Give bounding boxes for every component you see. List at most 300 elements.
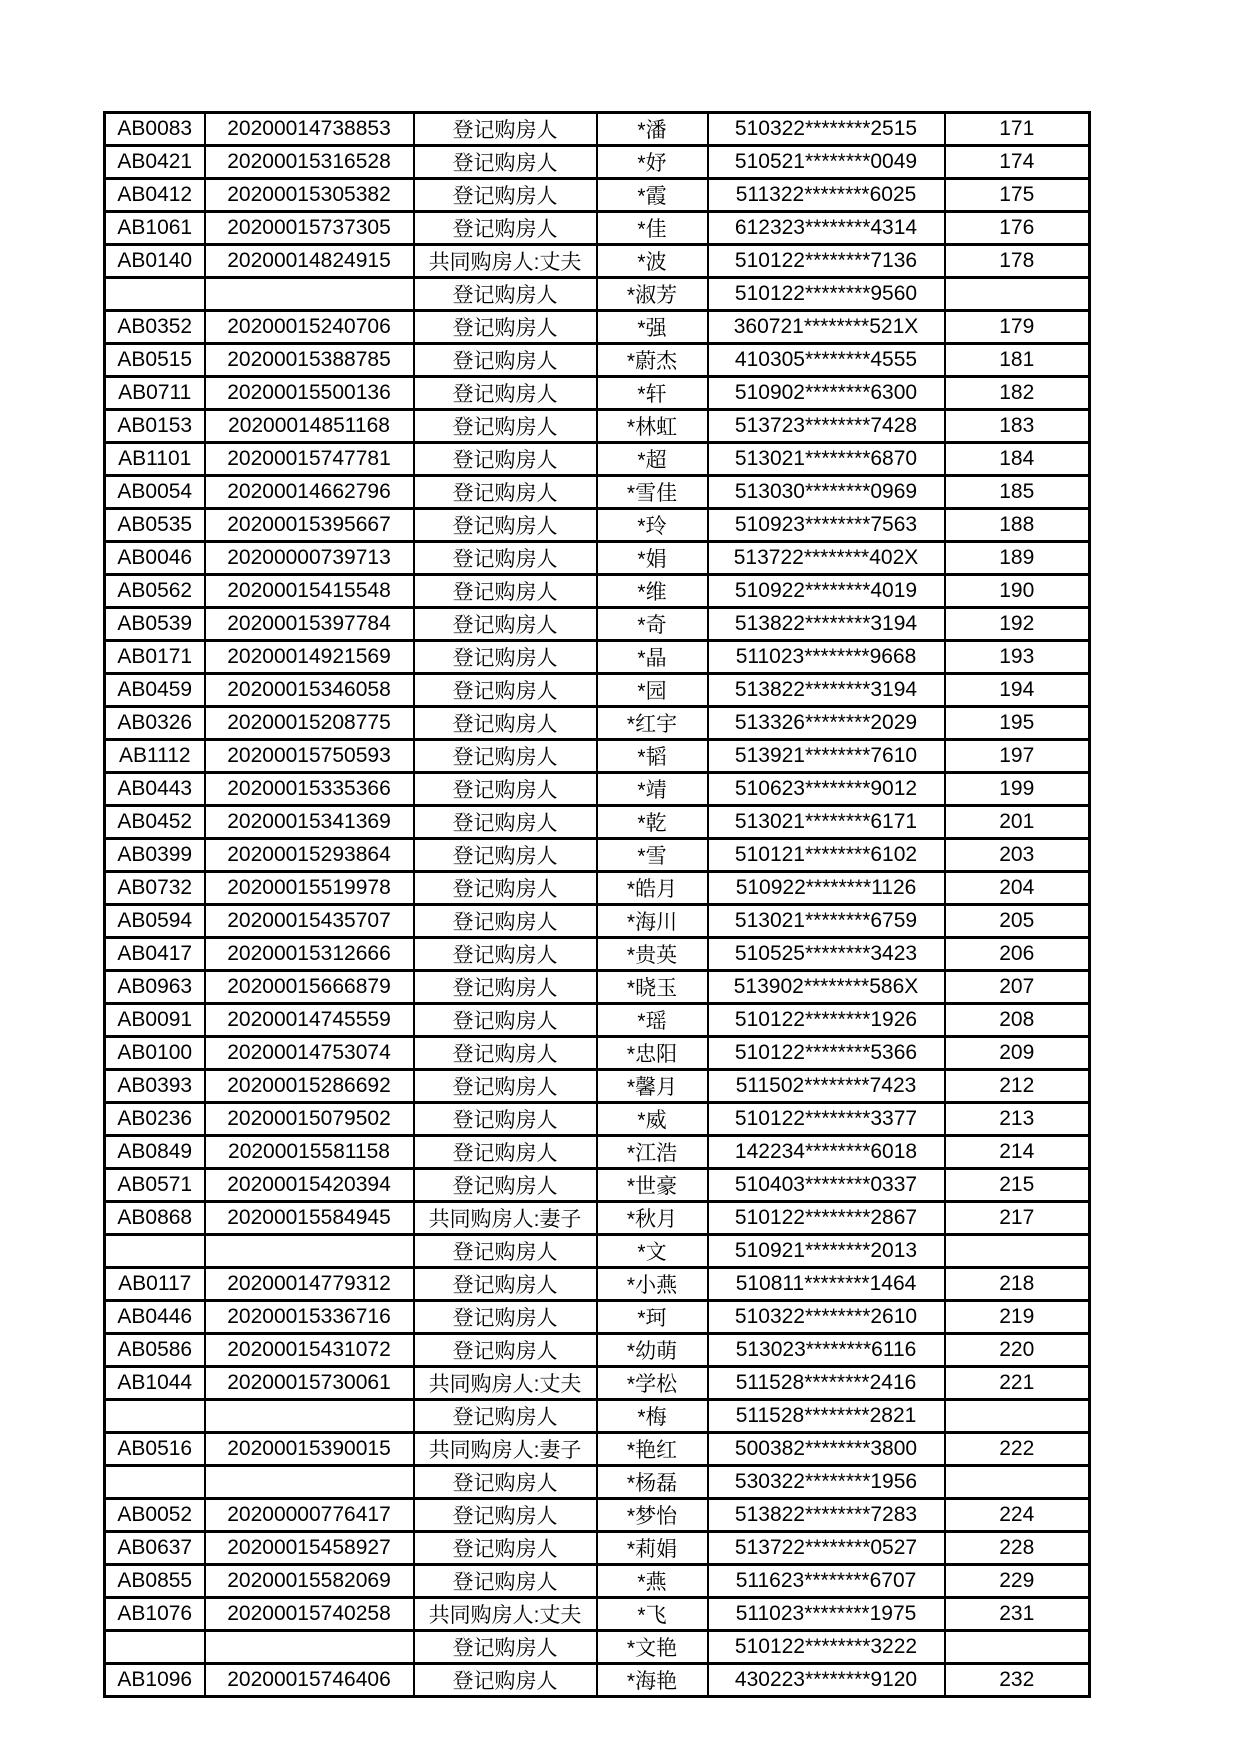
table-row	[105, 1532, 1090, 1565]
cell-sequence-number: 215	[945, 1169, 1090, 1202]
table-row	[105, 476, 1090, 509]
cell-masked-name: *园	[597, 674, 708, 707]
cell-masked-id-number: 510122********9560	[708, 278, 945, 311]
cell-registration-number: 20200015420394	[205, 1169, 414, 1202]
cell-buyer-role: 登记购房人	[414, 509, 597, 542]
cell-masked-id-number: 510923********7563	[708, 509, 945, 542]
cell-registration-number	[205, 1466, 414, 1499]
table-row	[105, 1103, 1090, 1136]
cell-applicant-code: AB0352	[105, 311, 205, 344]
cell-masked-name: *玲	[597, 509, 708, 542]
table-row	[105, 1499, 1090, 1532]
cell-masked-name: *潘	[597, 113, 708, 146]
cell-masked-id-number: 513021********6870	[708, 443, 945, 476]
cell-applicant-code: AB0399	[105, 839, 205, 872]
cell-registration-number: 20200015312666	[205, 938, 414, 971]
cell-registration-number: 20200015293864	[205, 839, 414, 872]
cell-buyer-role: 登记购房人	[414, 146, 597, 179]
cell-buyer-role: 登记购房人	[414, 179, 597, 212]
cell-masked-id-number: 510122********7136	[708, 245, 945, 278]
cell-buyer-role: 登记购房人	[414, 443, 597, 476]
cell-applicant-code: AB0446	[105, 1301, 205, 1334]
table-row	[105, 278, 1090, 311]
cell-registration-number: 20200015286692	[205, 1070, 414, 1103]
cell-registration-number: 20200015335366	[205, 773, 414, 806]
cell-registration-number: 20200015341369	[205, 806, 414, 839]
cell-masked-id-number: 510122********3222	[708, 1631, 945, 1664]
cell-applicant-code	[105, 278, 205, 311]
cell-sequence-number: 171	[945, 113, 1090, 146]
cell-applicant-code: AB0515	[105, 344, 205, 377]
cell-sequence-number: 192	[945, 608, 1090, 641]
cell-applicant-code: AB0052	[105, 1499, 205, 1532]
cell-applicant-code: AB0711	[105, 377, 205, 410]
cell-masked-id-number: 513023********6116	[708, 1334, 945, 1367]
cell-masked-name: *梅	[597, 1400, 708, 1433]
cell-registration-number: 20200015666879	[205, 971, 414, 1004]
cell-sequence-number: 178	[945, 245, 1090, 278]
table-row	[105, 1433, 1090, 1466]
cell-registration-number: 20200015519978	[205, 872, 414, 905]
cell-masked-name: *梦怡	[597, 1499, 708, 1532]
cell-masked-name: *妤	[597, 146, 708, 179]
cell-applicant-code: AB0868	[105, 1202, 205, 1235]
cell-sequence-number: 207	[945, 971, 1090, 1004]
cell-masked-id-number: 510122********3377	[708, 1103, 945, 1136]
cell-registration-number: 20200015750593	[205, 740, 414, 773]
cell-masked-name: *幼萌	[597, 1334, 708, 1367]
cell-applicant-code: AB0326	[105, 707, 205, 740]
cell-masked-id-number: 511528********2416	[708, 1367, 945, 1400]
cell-buyer-role: 共同购房人:丈夫	[414, 245, 597, 278]
cell-sequence-number: 193	[945, 641, 1090, 674]
cell-sequence-number: 228	[945, 1532, 1090, 1565]
cell-masked-id-number: 500382********3800	[708, 1433, 945, 1466]
cell-buyer-role: 共同购房人:丈夫	[414, 1367, 597, 1400]
table-row	[105, 344, 1090, 377]
cell-sequence-number: 175	[945, 179, 1090, 212]
cell-masked-name: *学松	[597, 1367, 708, 1400]
cell-applicant-code: AB0421	[105, 146, 205, 179]
cell-masked-id-number: 510122********5366	[708, 1037, 945, 1070]
cell-buyer-role: 登记购房人	[414, 1301, 597, 1334]
table-row	[105, 1598, 1090, 1631]
cell-registration-number: 20200015388785	[205, 344, 414, 377]
cell-masked-id-number: 510122********2867	[708, 1202, 945, 1235]
cell-applicant-code: AB0100	[105, 1037, 205, 1070]
cell-applicant-code: AB0562	[105, 575, 205, 608]
table-row	[105, 1070, 1090, 1103]
cell-applicant-code: AB1076	[105, 1598, 205, 1631]
cell-buyer-role: 登记购房人	[414, 1466, 597, 1499]
cell-masked-name: *韬	[597, 740, 708, 773]
cell-masked-name: *维	[597, 575, 708, 608]
cell-masked-id-number: 511322********6025	[708, 179, 945, 212]
cell-masked-id-number: 513921********7610	[708, 740, 945, 773]
cell-buyer-role: 登记购房人	[414, 773, 597, 806]
cell-masked-id-number: 510525********3423	[708, 938, 945, 971]
table-row	[105, 1268, 1090, 1301]
cell-applicant-code: AB0637	[105, 1532, 205, 1565]
cell-applicant-code: AB0236	[105, 1103, 205, 1136]
cell-sequence-number	[945, 1235, 1090, 1268]
cell-sequence-number: 222	[945, 1433, 1090, 1466]
cell-masked-id-number: 513326********2029	[708, 707, 945, 740]
cell-buyer-role: 登记购房人	[414, 113, 597, 146]
cell-registration-number	[205, 1235, 414, 1268]
cell-buyer-role: 登记购房人	[414, 938, 597, 971]
cell-registration-number: 20200014745559	[205, 1004, 414, 1037]
table-row	[105, 509, 1090, 542]
cell-masked-name: *忠阳	[597, 1037, 708, 1070]
cell-buyer-role: 登记购房人	[414, 1664, 597, 1697]
cell-buyer-role: 登记购房人	[414, 1268, 597, 1301]
cell-masked-name: *杨磊	[597, 1466, 708, 1499]
cell-masked-id-number: 511023********1975	[708, 1598, 945, 1631]
table-row	[105, 1169, 1090, 1202]
cell-buyer-role: 登记购房人	[414, 377, 597, 410]
cell-sequence-number: 204	[945, 872, 1090, 905]
cell-buyer-role: 登记购房人	[414, 1565, 597, 1598]
cell-registration-number: 20200015431072	[205, 1334, 414, 1367]
cell-sequence-number	[945, 278, 1090, 311]
cell-sequence-number: 214	[945, 1136, 1090, 1169]
cell-buyer-role: 登记购房人	[414, 1334, 597, 1367]
cell-masked-id-number: 530322********1956	[708, 1466, 945, 1499]
cell-registration-number: 20200015730061	[205, 1367, 414, 1400]
cell-applicant-code: AB0594	[105, 905, 205, 938]
cell-registration-number: 20200015582069	[205, 1565, 414, 1598]
cell-registration-number: 20200014824915	[205, 245, 414, 278]
table-row	[105, 212, 1090, 245]
cell-buyer-role: 共同购房人:妻子	[414, 1433, 597, 1466]
cell-registration-number: 20200015305382	[205, 179, 414, 212]
cell-applicant-code: AB0153	[105, 410, 205, 443]
cell-registration-number: 20200000776417	[205, 1499, 414, 1532]
cell-applicant-code: AB0586	[105, 1334, 205, 1367]
cell-registration-number: 20200015208775	[205, 707, 414, 740]
cell-buyer-role: 登记购房人	[414, 1532, 597, 1565]
cell-applicant-code: AB1096	[105, 1664, 205, 1697]
cell-buyer-role: 登记购房人	[414, 311, 597, 344]
table-row	[105, 1466, 1090, 1499]
cell-masked-id-number: 510322********2610	[708, 1301, 945, 1334]
cell-sequence-number: 176	[945, 212, 1090, 245]
cell-masked-id-number: 612323********4314	[708, 212, 945, 245]
table-row	[105, 806, 1090, 839]
cell-masked-name: *乾	[597, 806, 708, 839]
cell-masked-name: *晶	[597, 641, 708, 674]
table-row	[105, 1664, 1090, 1697]
cell-masked-name: *强	[597, 311, 708, 344]
cell-masked-id-number: 513902********586X	[708, 971, 945, 1004]
cell-registration-number: 20200015336716	[205, 1301, 414, 1334]
cell-sequence-number: 201	[945, 806, 1090, 839]
cell-registration-number: 20200015240706	[205, 311, 414, 344]
table-row	[105, 377, 1090, 410]
cell-masked-id-number: 513822********3194	[708, 674, 945, 707]
cell-applicant-code: AB0083	[105, 113, 205, 146]
cell-sequence-number: 197	[945, 740, 1090, 773]
cell-masked-id-number: 360721********521X	[708, 311, 945, 344]
table-row	[105, 1004, 1090, 1037]
cell-buyer-role: 登记购房人	[414, 1037, 597, 1070]
table-row	[105, 740, 1090, 773]
cell-masked-name: *小燕	[597, 1268, 708, 1301]
cell-registration-number: 20200000739713	[205, 542, 414, 575]
cell-masked-name: *江浩	[597, 1136, 708, 1169]
cell-masked-id-number: 513021********6171	[708, 806, 945, 839]
table-row	[105, 839, 1090, 872]
cell-masked-id-number: 510122********1926	[708, 1004, 945, 1037]
table-row	[105, 1400, 1090, 1433]
cell-registration-number: 20200015584945	[205, 1202, 414, 1235]
cell-buyer-role: 登记购房人	[414, 872, 597, 905]
table-row	[105, 311, 1090, 344]
cell-masked-name: *海艳	[597, 1664, 708, 1697]
cell-sequence-number: 174	[945, 146, 1090, 179]
cell-buyer-role: 登记购房人	[414, 674, 597, 707]
cell-sequence-number: 189	[945, 542, 1090, 575]
cell-sequence-number: 213	[945, 1103, 1090, 1136]
cell-sequence-number: 182	[945, 377, 1090, 410]
cell-buyer-role: 登记购房人	[414, 212, 597, 245]
cell-masked-name: *晓玉	[597, 971, 708, 1004]
cell-buyer-role: 登记购房人	[414, 971, 597, 1004]
cell-masked-name: *淑芳	[597, 278, 708, 311]
cell-masked-id-number: 511528********2821	[708, 1400, 945, 1433]
cell-masked-name: *蔚杰	[597, 344, 708, 377]
cell-masked-name: *娟	[597, 542, 708, 575]
cell-masked-id-number: 510121********6102	[708, 839, 945, 872]
cell-applicant-code: AB0571	[105, 1169, 205, 1202]
cell-sequence-number: 195	[945, 707, 1090, 740]
table-row	[105, 575, 1090, 608]
cell-applicant-code	[105, 1466, 205, 1499]
cell-buyer-role: 登记购房人	[414, 1169, 597, 1202]
cell-buyer-role: 登记购房人	[414, 806, 597, 839]
cell-masked-id-number: 513722********0527	[708, 1532, 945, 1565]
cell-registration-number: 20200015458927	[205, 1532, 414, 1565]
cell-masked-name: *秋月	[597, 1202, 708, 1235]
cell-registration-number: 20200015747781	[205, 443, 414, 476]
cell-sequence-number: 206	[945, 938, 1090, 971]
cell-masked-name: *威	[597, 1103, 708, 1136]
cell-sequence-number: 209	[945, 1037, 1090, 1070]
table-row	[105, 443, 1090, 476]
cell-masked-id-number: 510921********2013	[708, 1235, 945, 1268]
table-row	[105, 773, 1090, 806]
cell-sequence-number: 184	[945, 443, 1090, 476]
cell-applicant-code	[105, 1400, 205, 1433]
cell-masked-name: *轩	[597, 377, 708, 410]
table-row	[105, 542, 1090, 575]
cell-applicant-code: AB0117	[105, 1268, 205, 1301]
cell-buyer-role: 登记购房人	[414, 575, 597, 608]
cell-registration-number: 20200015346058	[205, 674, 414, 707]
cell-masked-name: *瑶	[597, 1004, 708, 1037]
cell-masked-id-number: 410305********4555	[708, 344, 945, 377]
cell-applicant-code: AB0054	[105, 476, 205, 509]
cell-sequence-number: 231	[945, 1598, 1090, 1631]
cell-masked-id-number: 513021********6759	[708, 905, 945, 938]
table-row	[105, 1301, 1090, 1334]
cell-masked-id-number: 510902********6300	[708, 377, 945, 410]
cell-applicant-code: AB1061	[105, 212, 205, 245]
table-row	[105, 872, 1090, 905]
cell-sequence-number: 221	[945, 1367, 1090, 1400]
cell-sequence-number	[945, 1631, 1090, 1664]
table-row	[105, 1037, 1090, 1070]
cell-applicant-code: AB0393	[105, 1070, 205, 1103]
cell-masked-name: *世豪	[597, 1169, 708, 1202]
cell-buyer-role: 登记购房人	[414, 1004, 597, 1037]
table-row	[105, 146, 1090, 179]
cell-registration-number: 20200015395667	[205, 509, 414, 542]
cell-applicant-code: AB0140	[105, 245, 205, 278]
cell-masked-name: *文	[597, 1235, 708, 1268]
table-row	[105, 938, 1090, 971]
table-row	[105, 971, 1090, 1004]
cell-masked-name: *艳红	[597, 1433, 708, 1466]
table-row	[105, 179, 1090, 212]
cell-registration-number: 20200014921569	[205, 641, 414, 674]
cell-registration-number: 20200015500136	[205, 377, 414, 410]
cell-buyer-role: 登记购房人	[414, 905, 597, 938]
table-row	[105, 1565, 1090, 1598]
cell-masked-name: *莉娟	[597, 1532, 708, 1565]
cell-masked-id-number: 511623********6707	[708, 1565, 945, 1598]
cell-buyer-role: 登记购房人	[414, 1103, 597, 1136]
cell-buyer-role: 登记购房人	[414, 1499, 597, 1532]
cell-applicant-code: AB0091	[105, 1004, 205, 1037]
cell-registration-number	[205, 1400, 414, 1433]
cell-masked-name: *佳	[597, 212, 708, 245]
cell-masked-name: *林虹	[597, 410, 708, 443]
cell-sequence-number: 181	[945, 344, 1090, 377]
cell-applicant-code: AB0849	[105, 1136, 205, 1169]
cell-applicant-code: AB0535	[105, 509, 205, 542]
cell-applicant-code: AB0417	[105, 938, 205, 971]
table-row	[105, 245, 1090, 278]
cell-registration-number: 20200015737305	[205, 212, 414, 245]
table-row	[105, 641, 1090, 674]
cell-sequence-number: 217	[945, 1202, 1090, 1235]
cell-sequence-number: 199	[945, 773, 1090, 806]
cell-sequence-number: 220	[945, 1334, 1090, 1367]
cell-buyer-role: 登记购房人	[414, 740, 597, 773]
cell-applicant-code: AB0443	[105, 773, 205, 806]
table-row	[105, 1334, 1090, 1367]
cell-buyer-role: 登记购房人	[414, 410, 597, 443]
cell-masked-id-number: 510922********4019	[708, 575, 945, 608]
cell-masked-name: *靖	[597, 773, 708, 806]
cell-buyer-role: 登记购房人	[414, 608, 597, 641]
cell-applicant-code: AB0046	[105, 542, 205, 575]
cell-sequence-number: 179	[945, 311, 1090, 344]
cell-applicant-code: AB0855	[105, 1565, 205, 1598]
cell-masked-id-number: 513723********7428	[708, 410, 945, 443]
cell-registration-number: 20200014779312	[205, 1268, 414, 1301]
cell-masked-name: *飞	[597, 1598, 708, 1631]
cell-buyer-role: 登记购房人	[414, 1235, 597, 1268]
table-row	[105, 1631, 1090, 1664]
cell-masked-id-number: 510811********1464	[708, 1268, 945, 1301]
cell-buyer-role: 登记购房人	[414, 641, 597, 674]
cell-registration-number: 20200014753074	[205, 1037, 414, 1070]
cell-registration-number: 20200015740258	[205, 1598, 414, 1631]
cell-masked-id-number: 511023********9668	[708, 641, 945, 674]
cell-buyer-role: 登记购房人	[414, 1070, 597, 1103]
cell-masked-name: *珂	[597, 1301, 708, 1334]
cell-registration-number: 20200015390015	[205, 1433, 414, 1466]
cell-masked-id-number: 510623********9012	[708, 773, 945, 806]
cell-masked-name: *霞	[597, 179, 708, 212]
cell-applicant-code: AB0516	[105, 1433, 205, 1466]
cell-masked-id-number: 513822********3194	[708, 608, 945, 641]
table-row	[105, 1235, 1090, 1268]
cell-masked-name: *文艳	[597, 1631, 708, 1664]
cell-applicant-code	[105, 1631, 205, 1664]
cell-masked-id-number: 513030********0969	[708, 476, 945, 509]
cell-buyer-role: 登记购房人	[414, 278, 597, 311]
cell-registration-number: 20200015079502	[205, 1103, 414, 1136]
cell-sequence-number: 212	[945, 1070, 1090, 1103]
cell-applicant-code: AB0412	[105, 179, 205, 212]
cell-buyer-role: 登记购房人	[414, 542, 597, 575]
cell-registration-number: 20200015581158	[205, 1136, 414, 1169]
cell-buyer-role: 登记购房人	[414, 1400, 597, 1433]
cell-masked-id-number: 430223********9120	[708, 1664, 945, 1697]
cell-sequence-number: 208	[945, 1004, 1090, 1037]
cell-applicant-code: AB0459	[105, 674, 205, 707]
cell-masked-name: *皓月	[597, 872, 708, 905]
cell-sequence-number: 219	[945, 1301, 1090, 1334]
cell-masked-id-number: 510403********0337	[708, 1169, 945, 1202]
cell-applicant-code: AB0963	[105, 971, 205, 1004]
cell-masked-name: *贵英	[597, 938, 708, 971]
cell-applicant-code	[105, 1235, 205, 1268]
cell-registration-number: 20200015397784	[205, 608, 414, 641]
cell-masked-name: *雪	[597, 839, 708, 872]
cell-masked-id-number: 513822********7283	[708, 1499, 945, 1532]
cell-buyer-role: 共同购房人:丈夫	[414, 1598, 597, 1631]
cell-applicant-code: AB1101	[105, 443, 205, 476]
table-row	[105, 113, 1090, 146]
table-row	[105, 707, 1090, 740]
cell-registration-number: 20200014662796	[205, 476, 414, 509]
table-row	[105, 410, 1090, 443]
cell-sequence-number: 224	[945, 1499, 1090, 1532]
cell-masked-name: *雪佳	[597, 476, 708, 509]
cell-masked-id-number: 513722********402X	[708, 542, 945, 575]
cell-masked-id-number: 511502********7423	[708, 1070, 945, 1103]
table-row	[105, 674, 1090, 707]
cell-sequence-number: 232	[945, 1664, 1090, 1697]
cell-sequence-number: 205	[945, 905, 1090, 938]
cell-masked-name: *红宇	[597, 707, 708, 740]
cell-applicant-code: AB1112	[105, 740, 205, 773]
cell-masked-name: *奇	[597, 608, 708, 641]
cell-masked-id-number: 510922********1126	[708, 872, 945, 905]
cell-buyer-role: 登记购房人	[414, 839, 597, 872]
cell-applicant-code: AB0732	[105, 872, 205, 905]
cell-registration-number	[205, 1631, 414, 1664]
cell-registration-number: 20200014851168	[205, 410, 414, 443]
cell-buyer-role: 登记购房人	[414, 344, 597, 377]
cell-applicant-code: AB0452	[105, 806, 205, 839]
cell-sequence-number: 188	[945, 509, 1090, 542]
